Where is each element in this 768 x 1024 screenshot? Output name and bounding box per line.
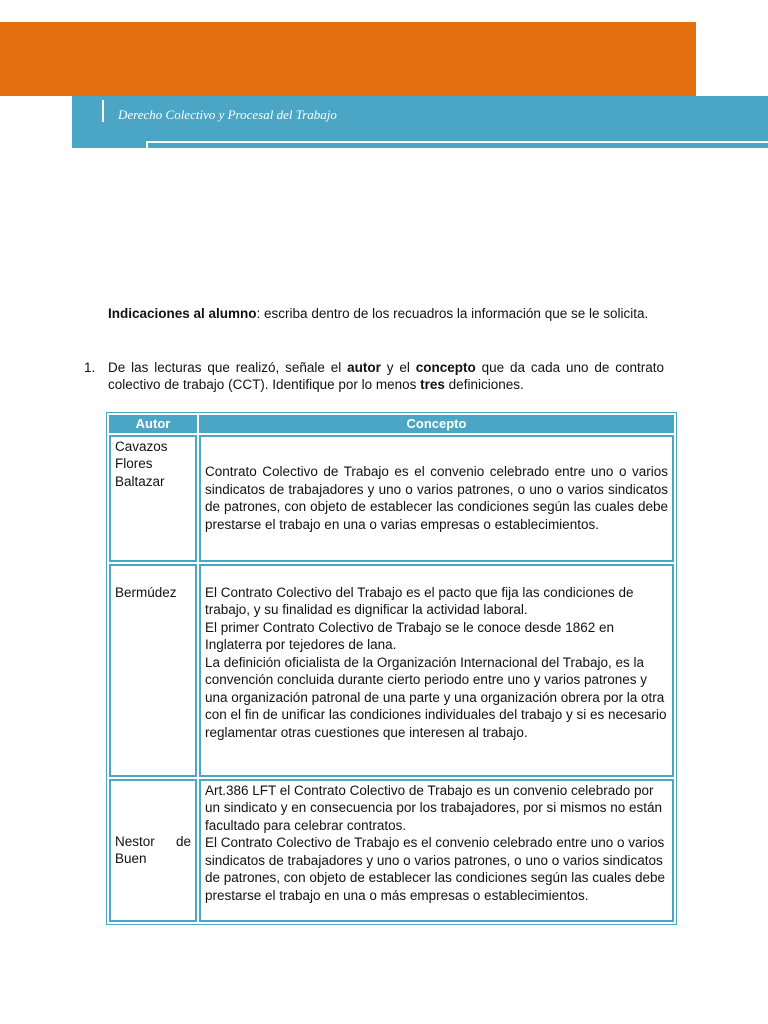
- table-row: [109, 435, 674, 562]
- row-autor-text: Bermúdez: [115, 584, 177, 600]
- table-row: [109, 564, 674, 777]
- row-autor: [109, 564, 197, 777]
- question-text-4: definiciones.: [444, 377, 524, 392]
- concepto-paragraph: La definición oficialista de la Organización Internacional del Trabajo, es la convención concluida durante cierto periodo entre uno y varios patrones y una organización patronal de una parte y una organización obrera por la otra con el fin de unificar las condiciones individuales del trabajo y si es necesario reglamentar otras cuestiones que interesen al trabajo.: [205, 654, 667, 740]
- header-autor: Autor: [109, 415, 197, 433]
- question-text-3: que da cada uno de contrato colectivo de trabajo (CCT). Identifique por lo menos: [108, 360, 665, 392]
- question-bold-autor: autor: [347, 360, 381, 375]
- instructions-text: : escriba dentro de los recuadros la información que se le solicita.: [256, 306, 649, 321]
- header-orange-banner: [0, 22, 696, 96]
- concepto-paragraph: Art.386 LFT el Contrato Colectivo de Trabajo es un convenio celebrado por un sindicato y en consecuencia por los trabajadores, por si mismos no están facultado para celebrar contratos.: [205, 782, 662, 833]
- question-paragraph: [108, 359, 664, 393]
- header-concepto: Concepto: [199, 415, 674, 433]
- instructions-paragraph: [108, 305, 664, 322]
- header-divider-tick: [102, 100, 104, 122]
- header-divider-line: [146, 141, 768, 143]
- row-concepto: [199, 564, 674, 777]
- instructions-label: Indicaciones al alumno: [108, 306, 257, 321]
- concepto-paragraph: Contrato Colectivo de Trabajo es el convenio celebrado entre uno o varios sindicatos de trabajadores y uno o varios patrones, o uno o varios sindicatos de patrones, con objeto de establecer las condiciones según las cuales debe prestarse el trabajo en una o varias empresas o establecimientos.: [205, 464, 668, 532]
- table-header-row: [109, 415, 674, 433]
- row-concepto: [199, 435, 674, 562]
- row-concepto: [199, 779, 674, 922]
- header-divider-line-tick: [146, 141, 148, 148]
- row-autor: [109, 779, 197, 922]
- question-number: 1.: [84, 360, 96, 375]
- concepto-paragraph: El Contrato Colectivo del Trabajo es el pacto que fija las condiciones de trabajo, y su finalidad es dignificar la actividad laboral.: [205, 584, 634, 617]
- course-title: Derecho Colectivo y Procesal del Trabajo: [118, 107, 337, 122]
- question-bold-concepto: concepto: [415, 360, 476, 375]
- cct-table: [106, 412, 677, 925]
- question-text-2: y el: [380, 360, 416, 375]
- concepto-paragraph: El primer Contrato Colectivo de Trabajo se le conoce desde 1862 en Inglaterra por tejedores de lana.: [205, 619, 614, 652]
- row-autor-text: Nestor de Buen: [115, 833, 191, 866]
- concepto-paragraph: El Contrato Colectivo de Trabajo es el convenio celebrado entre uno o varios sindicatos de trabajadores y uno o varios patrones, o uno o varios sindicatos de patrones, con objeto de establecer las condiciones según las cuales debe prestarse el trabajo en una o más empresas o establecimientos.: [205, 835, 666, 903]
- question-text-1: De las lecturas que realizó, señale el: [108, 360, 348, 375]
- question-bold-tres: tres: [420, 377, 445, 392]
- row-autor: Cavazos Flores Baltazar: [109, 435, 197, 562]
- table-row: [109, 779, 674, 922]
